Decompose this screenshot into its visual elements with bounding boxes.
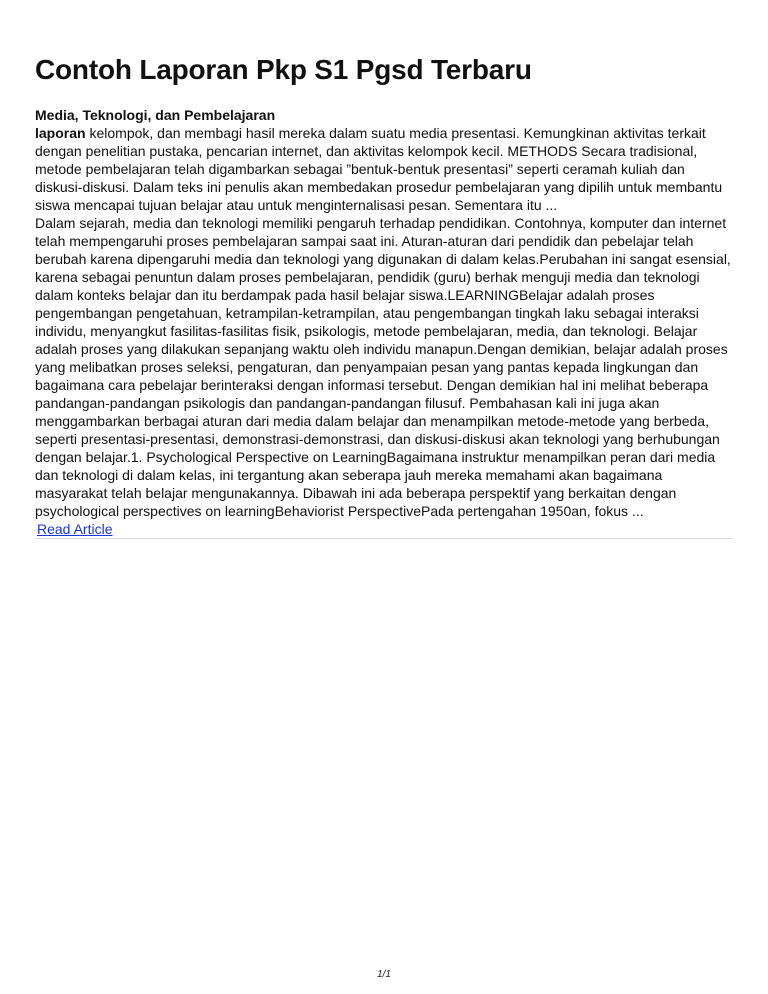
document-page	[35, 52, 733, 539]
article-paragraph-1-text: kelompok, dan membagi hasil mereka dalam suatu media presentasi. Kemungkinan aktivitas terkait dengan penelitian pustaka, pencarian internet, dan aktivitas kelompok kecil. METHODS Secara tradisional, metode pembelajaran telah digambarkan sebagai ”bentuk-bentuk presentasi” seperti ceramah kuliah dan diskusi-diskusi. Dalam teks ini penulis akan membedakan prosedur pembelajaran yang dipilih untuk membantu siswa mencapai tujuan belajar atau untuk menginternalisasi pesan. Sementara itu ...	[35, 125, 723, 213]
article-section	[35, 106, 733, 539]
article-paragraph-2: Dalam sejarah, media dan teknologi memiliki pengaruh terhadap pendidikan. Contohnya, komputer dan internet telah mempengaruhi proses pembelajaran sampai saat ini. Aturan-aturan dari pendidik dan pebelajar telah berubah karena dipengaruhi media dan teknologi yang digunakan di dalam kelas.Perubahan ini sangat esensial, karena sebagai penuntun dalam proses pembelajaran, pendidik (guru) berhak menguji media dan teknologi dalam konteks belajar dan itu berdampak pada hasil belajar siswa.LEARNINGBelajar adalah proses pengembangan pengetahuan, ketrampilan-ketrampilan, atau pengembangan tingkah laku sebagai interaksi individu, menyangkut fasilitas-fasilitas fisik, psikologis, metode pembelajaran, media, dan teknologi. Belajar adalah proses yang dilakukan sepanjang waktu oleh individu manapun.Dengan demikian, belajar adalah proses yang melibatkan proses seleksi, pengaturan, dan penyampaian pesan yang pantas kepada lingkungan dan bagaimana cara pebelajar berinteraksi dengan informasi tersebut. Dengan demikian hal ini melihat beberapa pandangan-pandangan psikologis dan pandangan-pandangan filusuf. Pembahasan kali ini juga akan menggambarkan berbagai aturan dari media dalam belajar dan menampilkan metode-metode yang berbeda, seperti presentasi-presentasi, demonstrasi-demonstrasi, dan diskusi-diskusi akan teknologi yang berhubungan dengan belajar.1. Psychological Perspective on LearningBagaimana instruktur menampilkan peran dari media dan teknologi di dalam kelas, ini tergantung akan seberapa jauh mereka memahami akan bagaimana masyarakat telah belajar mengunakannya. Dibawah ini ada beberapa perspektif yang berkaitan dengan psychological perspectives on learningBehaviorist PerspectivePada pertengahan 1950an, fokus ...	[35, 215, 731, 519]
read-article-link[interactable]: Read Article	[37, 521, 113, 537]
article-keyword: laporan	[35, 125, 86, 141]
section-divider	[35, 538, 733, 539]
article-heading: Media, Teknologi, dan Pembelajaran	[35, 107, 276, 123]
page-number: 1/1	[377, 969, 391, 980]
page-title: Contoh Laporan Pkp S1 Pgsd Terbaru	[35, 54, 532, 85]
article-paragraph-1	[35, 124, 733, 214]
